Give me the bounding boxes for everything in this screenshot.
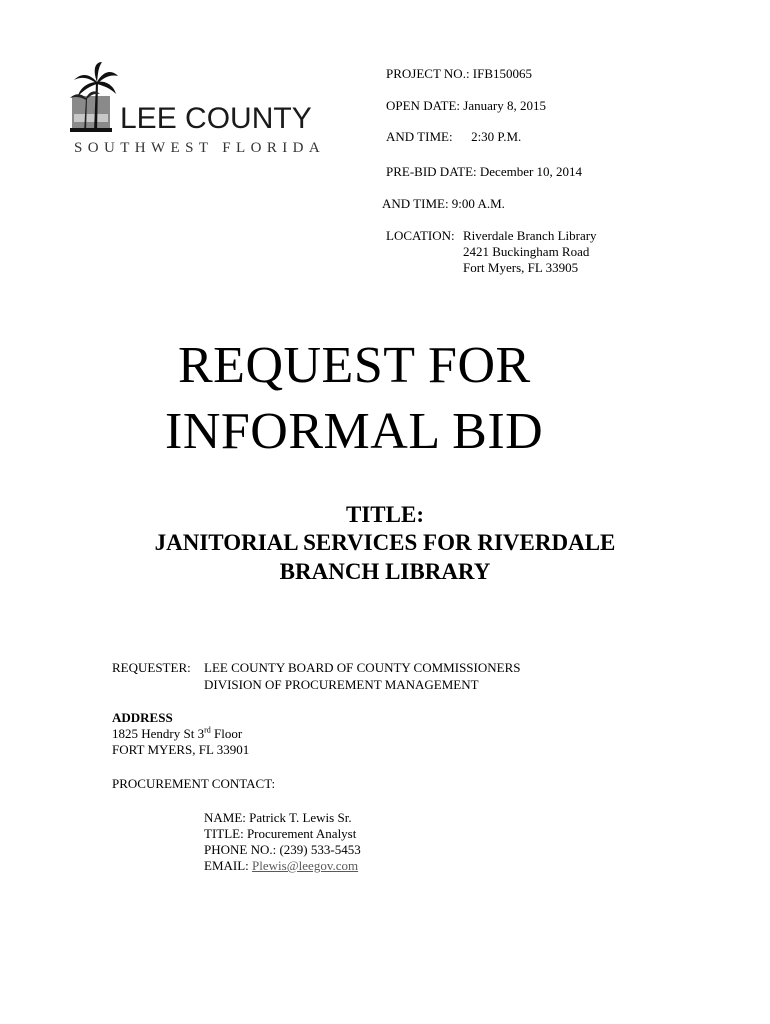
- contact-email-row: [204, 858, 358, 874]
- contact-title: TITLE: Procurement Analyst: [204, 826, 357, 841]
- title-line1: JANITORIAL SERVICES FOR RIVERDALE: [154, 530, 616, 555]
- prebid-time: AND TIME: 9:00 A.M.: [382, 196, 505, 211]
- address-street: [112, 726, 242, 742]
- contact-phone: PHONE NO.: (239) 533-5453: [204, 842, 361, 857]
- address-street-suffix: Floor: [210, 726, 243, 741]
- prebid-date: PRE-BID DATE: December 10, 2014: [386, 164, 583, 179]
- lee-county-logo: [70, 62, 330, 162]
- contact-email-link[interactable]: Plewis@leegov.com: [252, 858, 359, 873]
- open-time-row: [386, 129, 521, 145]
- contact-name: NAME: Patrick T. Lewis Sr.: [204, 810, 352, 825]
- requester-label: REQUESTER:: [112, 660, 191, 675]
- open-date: OPEN DATE: January 8, 2015: [386, 98, 546, 113]
- address-street-sup: rd: [204, 725, 211, 735]
- logo-tagline: SOUTHWEST FLORIDA: [74, 140, 326, 156]
- title-line2: BRANCH LIBRARY: [279, 559, 491, 584]
- address-label: ADDRESS: [112, 710, 173, 725]
- address-street-prefix: 1825 Hendry St 3: [112, 726, 205, 741]
- contact-label: PROCUREMENT CONTACT:: [112, 776, 276, 791]
- heading-line2: INFORMAL BID: [165, 403, 544, 460]
- contact-email-label: EMAIL:: [204, 858, 253, 873]
- location-label: LOCATION:: [386, 228, 455, 243]
- location-line2: 2421 Buckingham Road: [463, 244, 590, 259]
- project-number: PROJECT NO.: IFB150065: [386, 66, 533, 81]
- requester-line1: LEE COUNTY BOARD OF COUNTY COMMISSIONERS: [204, 660, 521, 675]
- title-label: TITLE:: [346, 502, 424, 527]
- location-line3: Fort Myers, FL 33905: [463, 260, 579, 275]
- requester-line2: DIVISION OF PROCUREMENT MANAGEMENT: [204, 677, 479, 692]
- address-city: FORT MYERS, FL 33901: [112, 742, 250, 757]
- location-line1: Riverdale Branch Library: [463, 228, 597, 243]
- open-time: 2:30 P.M.: [471, 129, 522, 144]
- heading-line1: REQUEST FOR: [178, 337, 531, 394]
- open-time-label: AND TIME:: [386, 129, 453, 144]
- palm-tree-icon: [70, 62, 120, 134]
- logo-name: LEE COUNTY: [120, 102, 312, 135]
